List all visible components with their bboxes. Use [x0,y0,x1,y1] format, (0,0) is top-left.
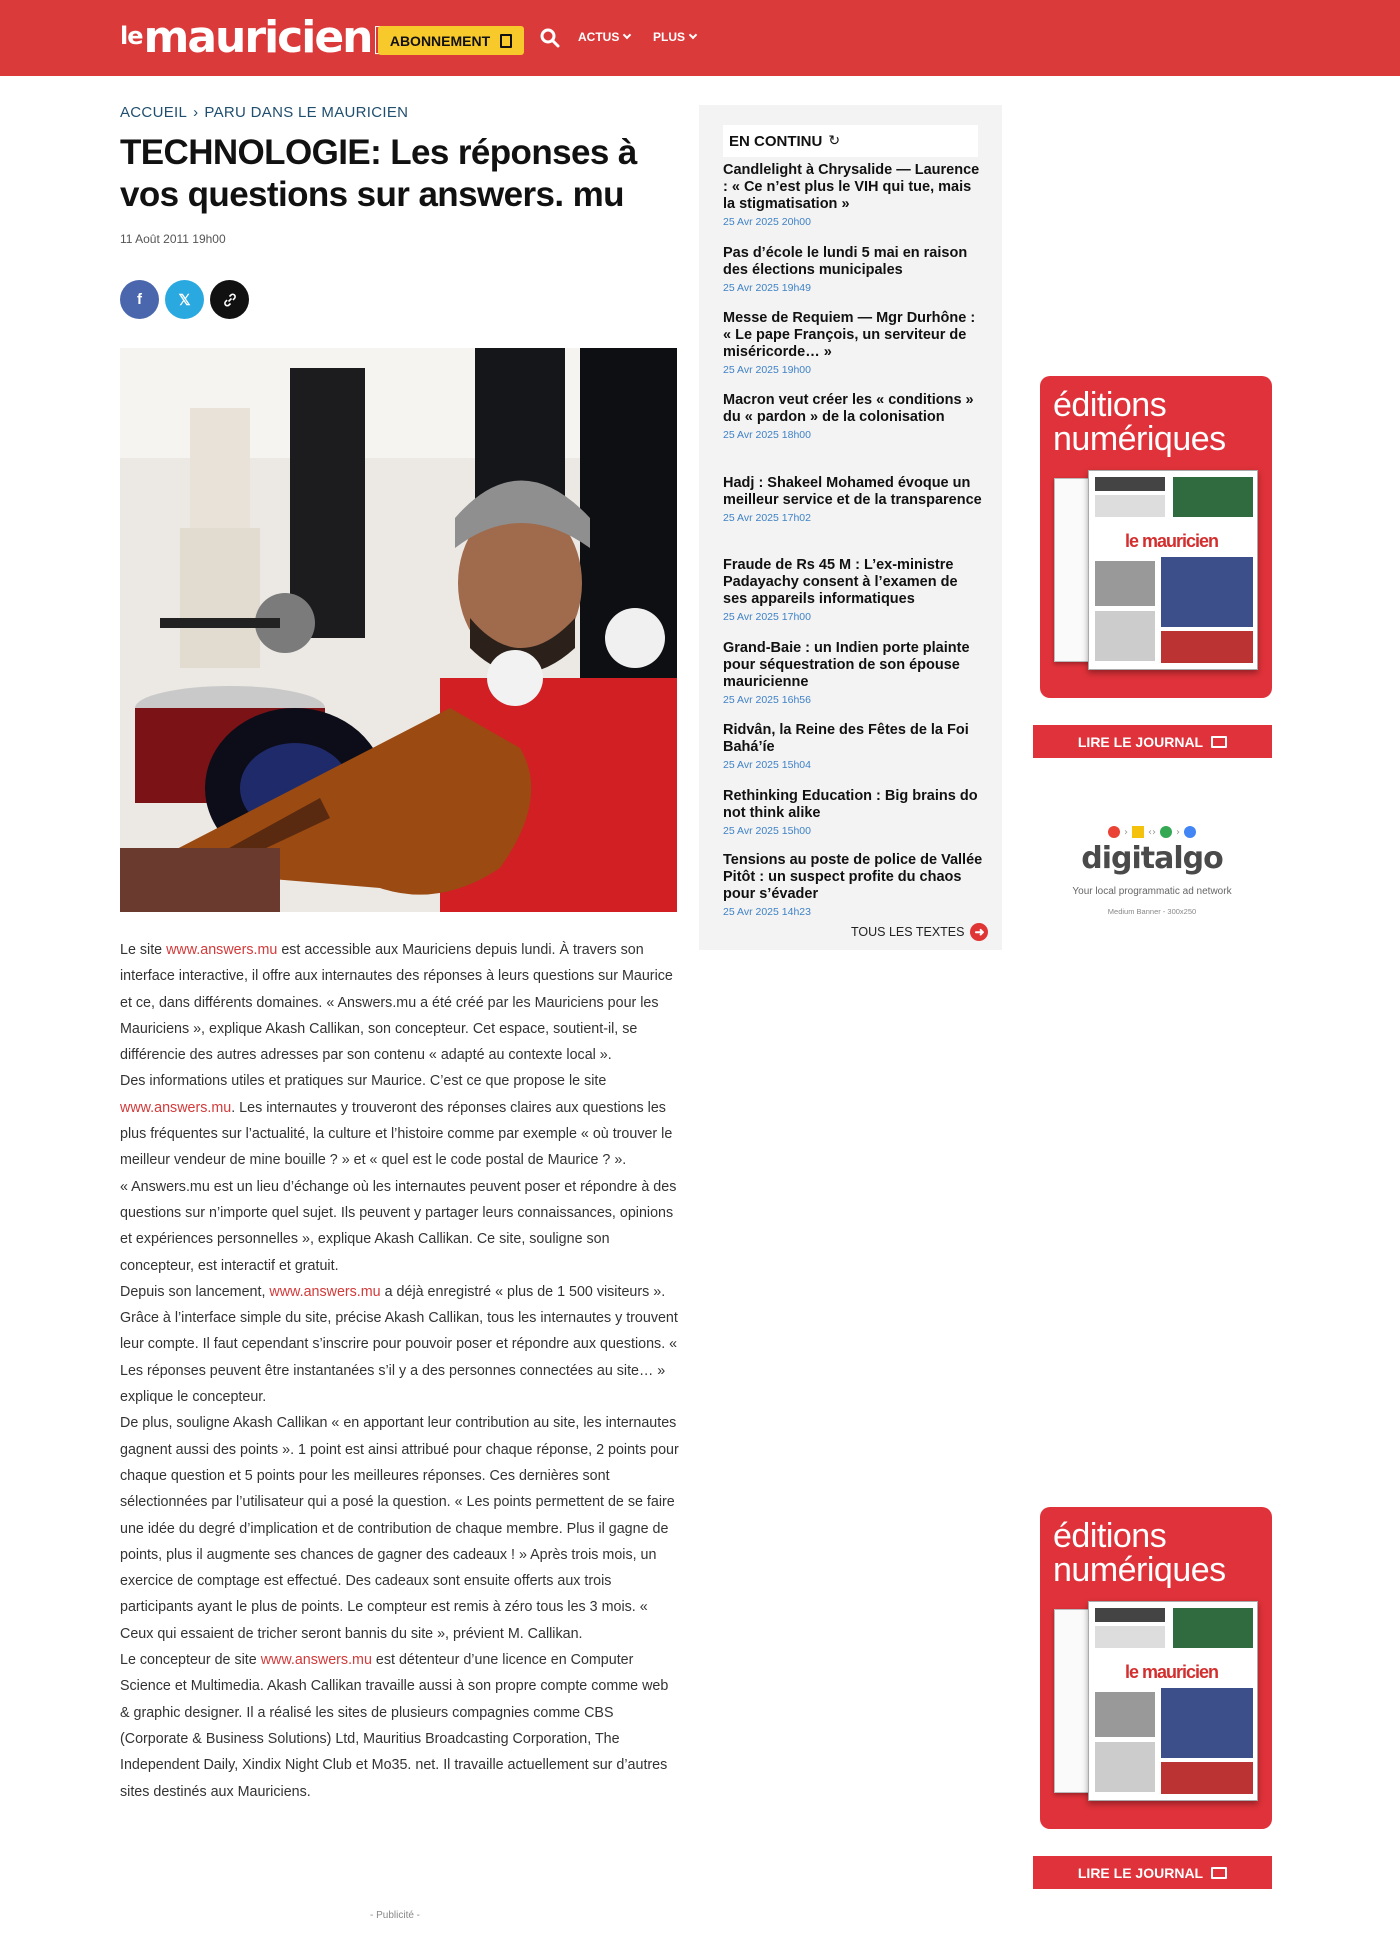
news-headline[interactable]: Grand-Baie : un Indien porte plainte pour séquestration de son épouse mauricienne [723,640,970,690]
nav-plus-label: PLUS [653,30,686,44]
share-facebook-button[interactable] [120,280,159,319]
news-headline[interactable]: Rethinking Education : Big brains do not think alike [723,788,978,821]
green-dot-icon [1160,826,1172,838]
arrow-right-icon: ➜ [970,923,988,941]
read-journal-button[interactable] [1033,725,1272,758]
news-headline[interactable]: Macron veut créer les « conditions » du « pardon » de la colonisation [723,392,974,425]
digital-editions-card[interactable] [1040,1507,1272,1829]
answers-link[interactable]: www.answers.mu [166,942,278,958]
blue-dot-icon [1184,826,1196,838]
news-feed-title: EN CONTINU [729,132,823,150]
news-time: 25 Avr 2025 19h00 [723,364,811,376]
chevron-right-icon: › [1176,826,1180,838]
advertising-label: - Publicité - [370,1910,421,1921]
article-body [120,937,680,1805]
article-paragraph: « Answers.mu est un lieu d’échange où les internautes peuvent poser et répondre à des questions sur n’importe quel sujet. Ils peuvent y partager leurs connaissances, opinions et expériences personnelles », explique Akash Callikan. Ce site, souligne son concepteur, est interactif et gratuit. [120,1178,677,1274]
read-journal-label: LIRE LE JOURNAL [1077,1864,1204,1881]
share-link-button[interactable] [210,280,249,319]
newspaper-masthead: le mauricien [1125,531,1221,553]
news-time: 25 Avr 2025 14h23 [723,906,811,918]
logo-prefix: le [120,22,143,50]
refresh-icon[interactable]: ↻ [828,133,841,149]
news-item[interactable] [723,722,985,771]
subscribe-label: ABONNEMENT [389,32,491,49]
code-icon: ‹› [1148,826,1156,838]
chevron-down-icon [623,31,631,39]
news-headline[interactable]: Hadj : Shakeel Mohamed évoque un meilleur service et de la transparence [723,475,982,508]
news-time: 25 Avr 2025 20h00 [723,216,811,228]
nav-actus-label: ACTUS [578,30,620,44]
news-headline[interactable]: Messe de Requiem — Mgr Durhône : « Le pape François, un serviteur de miséricorde… » [723,310,976,360]
yellow-square-icon [1132,826,1144,838]
site-logo[interactable] [120,14,389,62]
article-paragraph: De plus, souligne Akash Callikan « en apportant leur contribution au site, les internautes gagnent aussi des points ». 1 point est ainsi attribué pour chaque réponse, 2 points pour chaque question et 5 points pour les meilleures réponses. Ces dernières sont sélectionnées par l’utilisateur qui a posé la question. « Les points permettent de se faire une idée du degré d’implication et de contribution de chaque membre. Plus il gagne de points, plus il augmente ses chances de gagner des cadeaux ! » Après trois mois, un exercice de comptage est effectué. Des cadeaux sont ensuite offerts aux trois participants ayant le plus de points. Le compteur est remis à zéro tous les 3 mois. « Ceux qui essaient de tricher seront bannis du site », prévient M. Callikan. [120,1415,679,1642]
news-time: 25 Avr 2025 15h04 [723,759,811,771]
news-item[interactable] [723,475,985,524]
news-headline[interactable]: Pas d’école le lundi 5 mai en raison des élections municipales [723,245,968,278]
news-headline[interactable]: Fraude de Rs 45 M : L’ex-ministre Padayachy consent à l’examen de ses appareils informatiques [723,557,958,607]
all-texts-link[interactable] [851,923,988,941]
newspaper-illustration [1089,471,1259,671]
breadcrumb-separator: › [193,104,199,121]
article-paragraph: Le concepteur de site www.answers.mu est détenteur d’une licence en Computer Science et Multimedia. Akash Callikan travaille aussi à son propre compte comme web & graphic designer. Il a réalisé les sites de plusieurs compagnies comme CBS (Corporate & Business Solutions) Ltd, Mauritius Broadcasting Corporation, The Independent Daily, Xindix Night Club et Mo35. net. Il travaille actuellement sur d’autres sites destinés aux Mauriciens. [120,1652,669,1800]
share-x-button[interactable] [165,280,204,319]
read-journal-button[interactable] [1033,1856,1272,1889]
article-paragraph: Des informations utiles et pratiques sur Maurice. C’est ce que propose le site www.answers.mu. Les internautes y trouveront des réponses claires aux questions les plus fréquentes sur l’actualité, la culture et l’histoire comme par exemple « où trouver le meilleur vendeur de mine bouille ? » et « quel est le code postal de Maurice ? ». [120,1073,673,1169]
news-item[interactable] [723,788,985,837]
newspaper-image [1088,470,1258,670]
all-texts-label: TOUS LES TEXTES [851,925,965,939]
newspaper-edit-icon [500,34,512,48]
nav-actus[interactable] [578,30,630,44]
digitalgo-tagline: Your local programmatic ad network [1072,886,1232,897]
newspaper-icon [1211,736,1227,748]
news-time: 25 Avr 2025 15h00 [723,825,811,837]
red-dot-icon [1108,826,1120,838]
news-headline[interactable]: Candlelight à Chrysalide — Laurence : « Ce n’est plus le VIH qui tue, mais la stigmatisation » [723,162,980,212]
news-time: 25 Avr 2025 18h00 [723,429,811,441]
news-item[interactable] [723,852,985,918]
digitalgo-logo-dots [1062,826,1242,838]
article-date: 11 Août 2011 19h00 [120,232,226,246]
digitalgo-size-label: Medium Banner - 300x250 [1107,907,1197,916]
news-item[interactable] [723,392,985,441]
news-time: 25 Avr 2025 17h00 [723,611,811,623]
news-item[interactable] [723,245,985,294]
link-icon [222,292,238,308]
news-headline[interactable]: Ridvân, la Reine des Fêtes de la Foi Bahá’íe [723,722,969,755]
news-feed-panel [699,105,1002,950]
chevron-right-icon: › [1124,826,1128,838]
news-time: 25 Avr 2025 19h49 [723,282,811,294]
subscribe-button[interactable] [378,26,524,55]
article-paragraph: Depuis son lancement, www.answers.mu a déjà enregistré « plus de 1 500 visiteurs ». Grâce à l’interface simple du site, précise Akash Callikan, tous les internautes y trouvent leur compte. Il faut cependant s’inscrire pour pouvoir poser et répondre aux questions. « Les réponses peuvent être instantanées s’il y a des personnes connectées au site… » explique le concepteur. [120,1283,678,1406]
news-feed-header [723,125,978,157]
newspaper-masthead: le mauricien [1125,1662,1221,1684]
search-icon[interactable] [540,28,560,48]
news-item[interactable] [723,162,985,228]
digital-editions-card[interactable] [1040,376,1272,698]
breadcrumb-section[interactable]: PARU DANS LE MAURICIEN [204,104,409,121]
newspaper-icon [1211,1867,1227,1879]
chevron-down-icon [689,31,697,39]
article-title: TECHNOLOGIE: Les réponses à vos questions sur answers. mu [120,133,637,214]
breadcrumb [120,104,408,121]
news-time: 25 Avr 2025 16h56 [723,694,811,706]
nav-plus[interactable] [653,30,696,44]
newspaper-illustration [1089,1602,1259,1802]
news-time: 25 Avr 2025 17h02 [723,512,811,524]
breadcrumb-home[interactable]: ACCUEIL [120,104,188,121]
digital-editions-title: éditions numériques [1053,1517,1226,1589]
read-journal-label: LIRE LE JOURNAL [1077,733,1204,750]
article-paragraph: Le site www.answers.mu est accessible aux Mauriciens depuis lundi. À travers son interface interactive, il offre aux internautes des réponses à leurs questions sur Maurice et ce, dans différents domaines. « Answers.mu a été créé par les Mauriciens pour les Mauriciens », explique Akash Callikan, son concepteur. Cet espace, soutient-il, se différencie des autres adresses par son contenu « adapté au contexte local ». [120,942,673,1064]
news-headline[interactable]: Tensions au poste de police de Vallée Pitôt : un suspect profite du chaos pour s’évader [723,852,983,902]
news-item[interactable] [723,640,985,706]
digital-editions-title: éditions numériques [1053,386,1226,458]
x-icon: 𝕏 [178,291,191,309]
newspaper-image [1088,1601,1258,1801]
top-navbar [0,0,1400,76]
news-item[interactable] [723,557,985,623]
facebook-icon: f [137,291,142,308]
news-item[interactable] [723,310,985,376]
digitalgo-brand: digitalgo [1081,841,1223,876]
answers-link[interactable]: www.answers.mu [269,1283,381,1300]
logo-main: mauricien [143,12,372,63]
digitalgo-ad[interactable] [1062,826,1242,916]
answers-link[interactable]: www.answers.mu [120,1099,232,1116]
article-photo [120,348,677,912]
answers-link[interactable]: www.answers.mu [260,1652,372,1669]
